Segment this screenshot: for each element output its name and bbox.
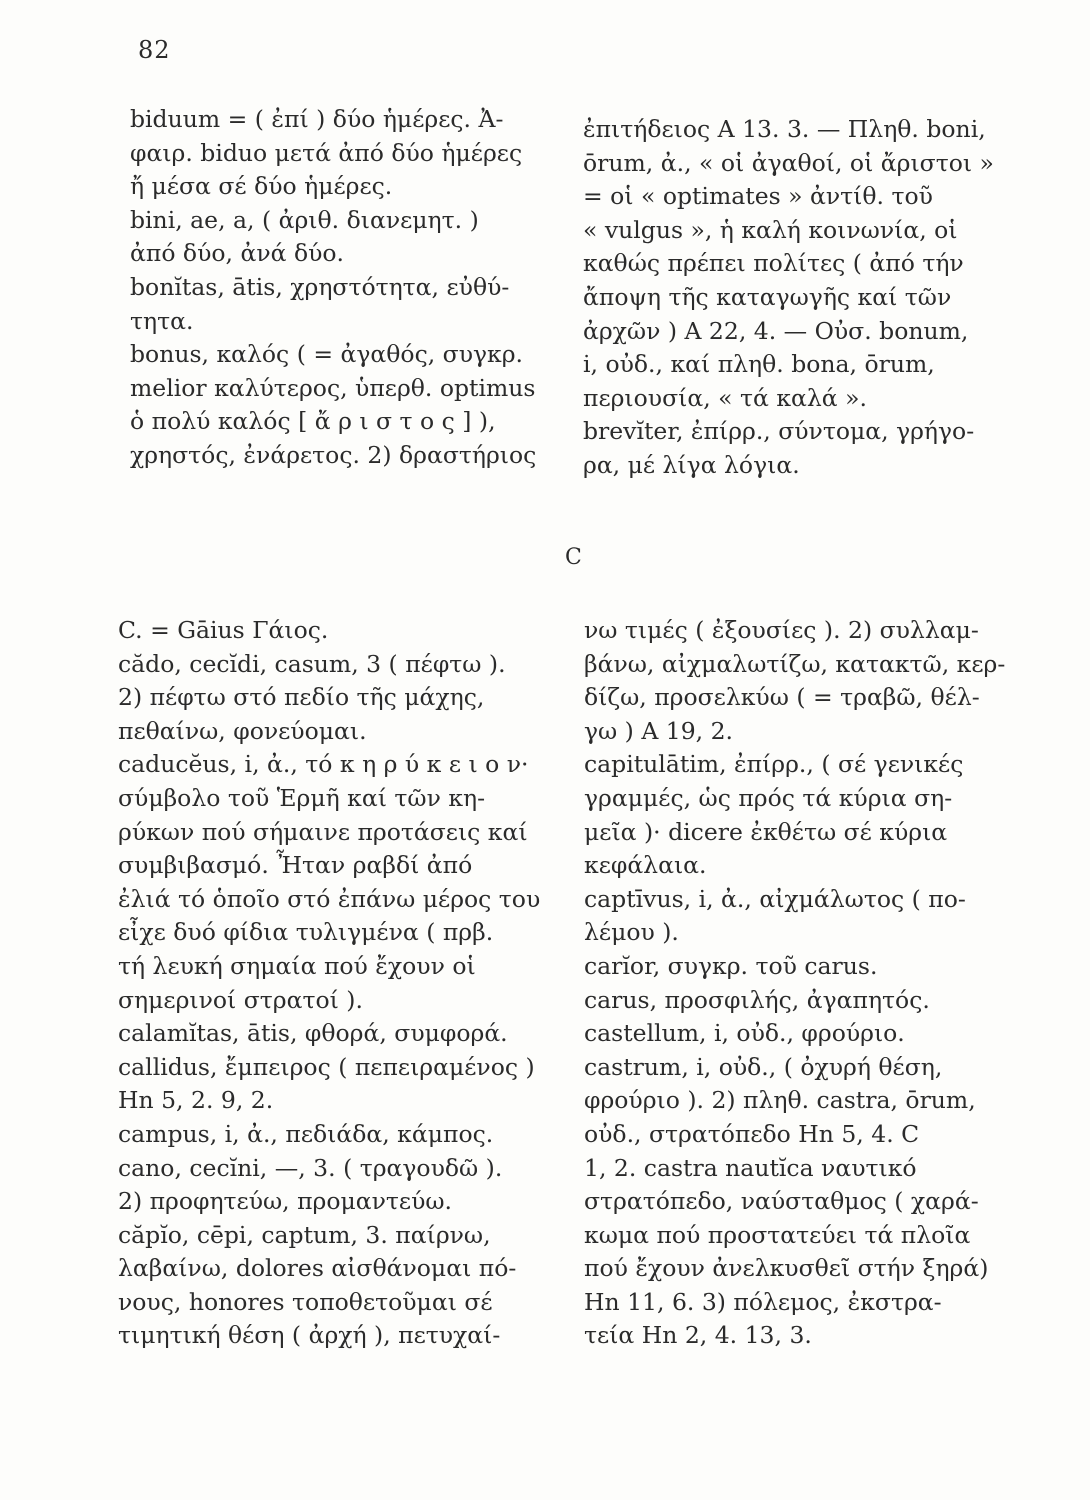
entry-line: γω ) Α 19, 2.: [584, 716, 734, 745]
entry-line: περιουσία, « τά καλά ».: [583, 383, 867, 412]
entry-line: căpĭo, cēpi, captum, 3. παίρνω,: [118, 1220, 491, 1249]
entry-line: caducĕus, i, ἀ., τό κ η ρ ύ κ ε ι ο ν·: [118, 750, 529, 779]
entry-line: καθώς πρέπει πολίτες ( ἀπό τήν: [583, 249, 964, 278]
entry-line: castellum, i, οὐδ., φρούριο.: [584, 1019, 905, 1048]
entry-line: στρατόπεδο, ναύσταθμος ( χαρά-: [584, 1187, 979, 1216]
entry-line: 1, 2. castra nautĭca ναυτικό: [584, 1153, 917, 1182]
entry-line: callidus, ἔμπειρος ( πεπειραμένος ): [118, 1052, 535, 1081]
entry-line: capitulātim, ἐπίρρ., ( σέ γενικές: [584, 750, 964, 779]
column-bottom-left: [118, 614, 563, 1353]
entry-line: οὐδ., στρατόπεδο Hn 5, 4. C: [584, 1119, 920, 1148]
entry-line: κεφάλαια.: [584, 851, 707, 880]
entry-line: cano, cecĭni, —, 3. ( τραγουδῶ ).: [118, 1153, 503, 1182]
entry-line: bini, ae, a, ( ἀριθ. διανεμητ. ): [130, 205, 479, 234]
entry-line: bonĭtas, ātis, χρηστότητα, εὐθύ-: [130, 272, 510, 301]
entry-line: τιμητική θέση ( ἀρχή ), πετυχαί-: [118, 1321, 501, 1350]
entry-line: συμβιβασμό. Ἦταν ραβδί ἀπό: [118, 851, 473, 880]
entry-line: = οἱ « optimates » ἀντίθ. τοῦ: [583, 182, 933, 211]
entry-line: πεθαίνω, φονεύομαι.: [118, 716, 367, 745]
entry-line: Hn 5, 2. 9, 2.: [118, 1086, 274, 1115]
entry-line: carus, προσφιλής, ἀγαπητός.: [584, 985, 930, 1014]
entry-line: cădo, cecĭdi, casum, 3 ( πέφτω ).: [118, 649, 506, 678]
section-heading-letter: C: [565, 545, 582, 570]
entry-line: bonus, καλός ( = ἀγαθός, συγκρ.: [130, 340, 524, 369]
entry-line: 2) πέφτω στό πεδίο τῆς μάχης,: [118, 683, 485, 712]
column-bottom-right: [584, 614, 1029, 1353]
page-number: 82: [138, 36, 171, 64]
entry-line: τή λευκή σημαία πού ἔχουν οἱ: [118, 951, 476, 980]
entry-line: melior καλύτερος, ὑπερθ. optimus: [130, 373, 536, 402]
entry-line: μεῖα )· dicere ἐκθέτω σέ κύρια: [584, 817, 948, 846]
entry-line: χρηστός, ἐνάρετος. 2) δραστήριος: [130, 440, 537, 469]
entry-line: C. = Gāius Γάιος.: [118, 616, 329, 644]
entry-line: i, οὐδ., καί πληθ. bona, ōrum,: [583, 350, 935, 379]
entry-line: ρύκων πού σήμαινε προτάσεις καί: [118, 817, 528, 846]
entry-line: 2) προφητεύω, προμαντεύω.: [118, 1187, 453, 1216]
entry-line: ὁ πολύ καλός [ ἄ ρ ι σ τ ο ς ] ),: [130, 407, 496, 436]
entry-line: σημερινοί στρατοί ).: [118, 985, 363, 1014]
column-top-left: [130, 103, 575, 473]
entry-line: ἐλιά τό ὁποῖο στό ἐπάνω μέρος του: [118, 884, 541, 913]
entry-line: κωμα πού προστατεύει τά πλοῖα: [584, 1220, 971, 1249]
entry-line: ἐπιτήδειος Α 13. 3. — Πληθ. boni,: [583, 115, 986, 143]
entry-line: « vulgus », ἡ καλή κοινωνία, οἱ: [583, 215, 958, 244]
entry-line: φαιρ. biduo μετά ἀπό δύο ἡμέρες: [130, 138, 523, 167]
entry-line: castrum, i, οὐδ., ( ὀχυρή θέση,: [584, 1052, 943, 1081]
entry-line: νους, honores τοποθετοῦμαι σέ: [118, 1287, 493, 1316]
entry-line: λαβαίνω, dolores αἰσθάνομαι πό-: [118, 1254, 517, 1283]
entry-line: σύμβολο τοῦ Ἑρμῆ καί τῶν κη-: [118, 783, 486, 812]
entry-line: ōrum, ἀ., « οἱ ἀγαθοί, οἱ ἄριστοι »: [583, 148, 994, 177]
entry-line: δίζω, προσελκύω ( = τραβῶ, θέλ-: [584, 683, 980, 712]
entry-line: ἀρχῶν ) Α 22, 4. — Οὐσ. bonum,: [583, 316, 969, 345]
entry-line: Hn 11, 6. 3) πόλεμος, ἐκστρα-: [584, 1287, 942, 1316]
entry-line: εἶχε δυό φίδια τυλιγμένα ( πρβ.: [118, 918, 494, 947]
entry-line: ἄποψη τῆς καταγωγῆς καί τῶν: [583, 282, 952, 311]
entry-line: brevĭter, ἐπίρρ., σύντομα, γρήγο-: [583, 417, 975, 446]
entry-line: λέμου ).: [584, 918, 679, 947]
entry-line: campus, i, ἀ., πεδιάδα, κάμπος.: [118, 1119, 494, 1148]
entry-line: τητα.: [130, 306, 194, 335]
column-top-right: [583, 113, 1028, 483]
entry-line: ἤ μέσα σέ δύο ἡμέρες.: [130, 172, 393, 201]
entry-line: πού ἔχουν ἀνελκυσθεῖ στήν ξηρά): [584, 1254, 989, 1283]
entry-line: calamĭtas, ātis, φθορά, συμφορά.: [118, 1019, 508, 1048]
entry-line: γραμμές, ὡς πρός τά κύρια ση-: [584, 783, 953, 812]
entry-line: τεία Hn 2, 4. 13, 3.: [584, 1321, 812, 1350]
entry-line: biduum = ( ἐπί ) δύο ἡμέρες. Ἀ-: [130, 105, 504, 133]
entry-line: φρούριο ). 2) πληθ. castra, ōrum,: [584, 1086, 976, 1115]
entry-line: carĭor, συγκρ. τοῦ carus.: [584, 951, 878, 980]
entry-line: ρα, μέ λίγα λόγια.: [583, 450, 800, 479]
entry-line: captīvus, i, ἀ., αἰχμάλωτος ( πο-: [584, 884, 966, 913]
entry-line: νω τιμές ( ἐξουσίες ). 2) συλλαμ-: [584, 616, 979, 644]
entry-line: βάνω, αἰχμαλωτίζω, κατακτῶ, κερ-: [584, 649, 1006, 678]
entry-line: ἀπό δύο, ἀνά δύο.: [130, 239, 345, 268]
